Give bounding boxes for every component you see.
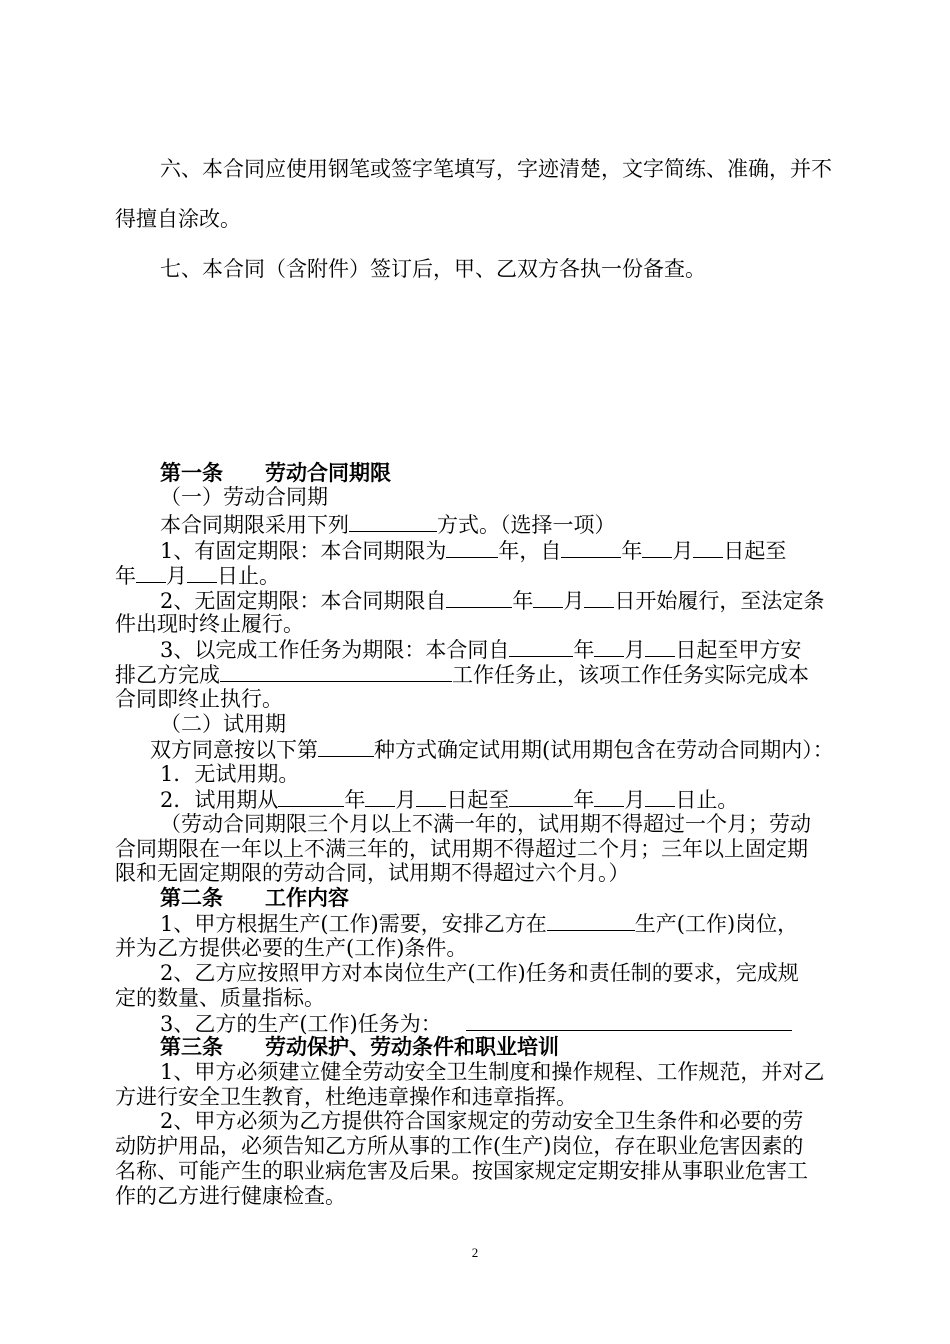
fixed-term-line-1: 1、有固定期限：本合同期限为 年，自 年 月 日起至	[160, 539, 787, 563]
trial-note-line-2: 合同期限在一年以上不满三年的，试用期不得超过二个月；三年以上固定期	[115, 837, 808, 861]
article-3-heading: 第三条 劳动保护、劳动条件和职业培训	[160, 1034, 559, 1059]
open-term-line-2: 件出现时终止履行。	[115, 612, 304, 636]
paragraph-6-line-2: 得擅自涂改。	[115, 207, 241, 231]
fixed-start-month-blank[interactable]	[642, 537, 672, 558]
trial-start-month-blank[interactable]	[365, 786, 395, 807]
trial-method-blank[interactable]	[318, 736, 374, 757]
task-start-year-blank[interactable]	[509, 636, 573, 657]
fixed-end-month-blank[interactable]	[136, 562, 166, 583]
task-term-line-1: 3、以完成工作任务为期限：本合同自 年 月 日起至甲方安	[160, 638, 802, 662]
article-2-para-3: 3、乙方的生产(工作)任务为：	[160, 1010, 792, 1037]
trial-end-month-blank[interactable]	[594, 786, 624, 807]
task-start-day-blank[interactable]	[645, 636, 675, 657]
trial-note-line-1: （劳动合同期限三个月以上不满一年的，试用期不得超过一个月；劳动	[160, 812, 811, 836]
article-3-para-1-line-1: 1、甲方必须建立健全劳动安全卫生制度和操作规程、工作规范，并对乙	[160, 1060, 825, 1084]
trial-option-2: 2．试用期从 年 月 日起至 年 月 日止。	[160, 788, 739, 812]
open-term-line-1: 2、无固定期限：本合同期限自 年 月 日开始履行，至法定条	[160, 589, 825, 613]
trial-method-line: 双方同意按以下第 种方式确定试用期(试用期包含在劳动合同期内）：	[150, 738, 834, 762]
work-task-blank[interactable]	[466, 1010, 792, 1031]
paragraph-6-line-1: 六、本合同应使用钢笔或签字笔填写，字迹清楚，文字简练、准确，并不	[160, 157, 832, 181]
article-3-para-2-line-2: 动防护用品，必须告知乙方所从事的工作(生产)岗位，存在职业危害因素的	[115, 1134, 804, 1158]
trial-end-day-blank[interactable]	[645, 786, 675, 807]
task-start-month-blank[interactable]	[594, 636, 624, 657]
article-3-para-2-line-4: 作的乙方进行健康检查。	[115, 1184, 346, 1208]
trial-start-day-blank[interactable]	[416, 786, 446, 807]
article-2-heading: 第二条 工作内容	[160, 885, 349, 910]
article-3-para-2-line-3: 名称、可能产生的职业病危害及后果。按国家规定定期安排从事职业危害工	[115, 1159, 808, 1183]
trial-start-year-blank[interactable]	[278, 786, 344, 807]
article-1-heading: 第一条 劳动合同期限	[160, 460, 391, 485]
task-description-blank[interactable]	[220, 661, 452, 682]
fixed-start-year-blank[interactable]	[561, 537, 621, 558]
trial-end-year-blank[interactable]	[509, 786, 573, 807]
paragraph-7: 七、本合同（含附件）签订后，甲、乙双方各执一份备查。	[160, 257, 706, 281]
article-2-para-1-line-1: 1、甲方根据生产(工作)需要，安排乙方在 生产(工作)岗位，	[160, 912, 799, 936]
task-term-line-2: 排乙方完成 工作任务止，该项工作任务实际完成本	[115, 663, 809, 687]
article-3-para-1-line-2: 方进行安全卫生教育，杜绝违章操作和违章指挥。	[115, 1085, 577, 1109]
fixed-term-line-2: 年 月 日止。	[115, 564, 280, 588]
contract-type-line: 本合同期限采用下列 方式。（选择一项）	[160, 513, 616, 537]
fixed-start-day-blank[interactable]	[693, 537, 723, 558]
open-start-day-blank[interactable]	[584, 587, 614, 608]
page-number: 2	[471, 1245, 479, 1260]
article-2-para-2-line-2: 定的数量、质量指标。	[115, 986, 325, 1010]
trial-option-1: 1．无试用期。	[160, 762, 300, 786]
fixed-years-blank[interactable]	[446, 537, 498, 558]
position-blank[interactable]	[547, 910, 635, 931]
article-1-subheading-1: （一）劳动合同期	[160, 485, 328, 509]
article-2-para-2-line-1: 2、乙方应按照甲方对本岗位生产(工作)任务和责任制的要求，完成规	[160, 961, 799, 985]
article-3-para-2-line-1: 2、甲方必须为乙方提供符合国家规定的劳动安全卫生条件和必要的劳	[160, 1109, 804, 1133]
contract-type-blank[interactable]	[349, 511, 437, 532]
fixed-end-day-blank[interactable]	[187, 562, 217, 583]
article-1-subheading-2: （二）试用期	[160, 712, 286, 736]
open-start-year-blank[interactable]	[446, 587, 512, 608]
task-term-line-3: 合同即终止执行。	[115, 687, 283, 711]
trial-note-line-3: 限和无固定期限的劳动合同，试用期不得超过六个月。）	[115, 861, 630, 885]
open-start-month-blank[interactable]	[533, 587, 563, 608]
article-2-para-1-line-2: 并为乙方提供必要的生产(工作)条件。	[115, 936, 468, 960]
